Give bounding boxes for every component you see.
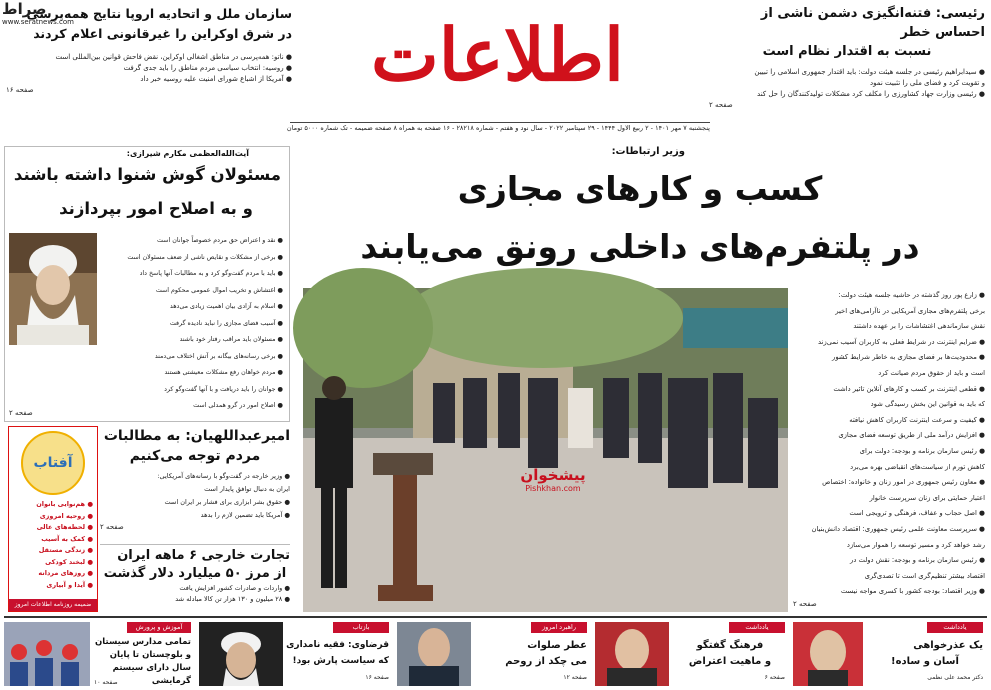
promo-item: ● روحیه امروزی xyxy=(39,511,93,520)
bottom-item-photo xyxy=(793,622,863,686)
left-bottom-headline-l1: تجارت خارجی ۶ ماهه ایران xyxy=(117,548,290,563)
promo-box xyxy=(8,426,98,612)
bottom-item xyxy=(397,620,591,688)
bullet: ● زارع پور روز گذشته در حاشیه جلسه هیئت دولت: xyxy=(838,291,985,299)
photo-watermark-text: پیشخوان xyxy=(520,466,586,484)
portrait-photo xyxy=(9,233,97,345)
top-left-headline-l2: در شرق اوکراین را غیرقانونی اعلام کردند xyxy=(33,26,292,41)
bottom-item-image xyxy=(397,622,471,686)
promo-banner: ضمیمه روزنامه اطلاعات امروز xyxy=(9,599,97,611)
date-line xyxy=(286,122,710,136)
bottom-item-author: دکتر محمد علی نظمی xyxy=(927,674,983,681)
top-left-bullets xyxy=(6,52,292,85)
left-top-bullets xyxy=(99,233,283,415)
bullet: ● مسئولان باید مراقب رفتار خود باشند xyxy=(179,336,283,343)
promo-item: ● آیدا و آبیاری xyxy=(46,580,93,589)
bullet: ● حقوق بشر ابزاری برای فشار بر ایران است xyxy=(164,498,290,506)
bullet: که باید به قوانین این بخش رسیدگی شود xyxy=(870,400,985,409)
bottom-item-title-l1: یک عذرخواهی xyxy=(913,640,983,651)
left-top-story xyxy=(4,146,290,422)
bullet: ● رئیس سازمان برنامه و بودجه: دولت برای xyxy=(859,446,985,455)
bullet: نقش سازماندهی اغتشاشات را بر عهده داشتند xyxy=(853,322,985,331)
main-bullets xyxy=(793,288,985,610)
main-story-head xyxy=(300,146,990,286)
bottom-item-photo xyxy=(4,622,90,686)
bottom-item-kicker: یادداشت xyxy=(927,622,983,633)
promo-logo-text: آفتاب xyxy=(33,455,73,471)
bottom-item-title-l2: می چکد از روحم xyxy=(505,656,587,667)
top-right-headline-l2: نسبت به اقتدار نظام است xyxy=(762,44,932,59)
bottom-item-kicker: راهبرد امروز xyxy=(531,622,587,633)
portrait-image xyxy=(9,233,97,345)
bottom-item-author: صفحه ۱۲ xyxy=(563,674,587,681)
main-kicker: وزیر ارتباطات: xyxy=(611,146,685,157)
watermark-logo: صراط xyxy=(2,0,47,18)
bottom-item-title-l2: و ماهیت اعتراض xyxy=(688,656,772,667)
bullet: ● رئیس سازمان برنامه و بودجه: نقش دولت در xyxy=(850,556,985,565)
bottom-item-title-l2: که سیاست پارش بود! xyxy=(292,656,389,666)
left-top-headline-l2: و به اصلاح امور بپردازند xyxy=(59,199,253,218)
bottom-item xyxy=(595,620,789,688)
bottom-item-image xyxy=(199,622,283,686)
promo-item: ● کمک به آسیب xyxy=(41,534,93,543)
bottom-item-title-l2: آسان و ساده! xyxy=(891,656,959,667)
bullet: ● افزایش درآمد ملی از طریق توسعه فضای مجازی xyxy=(838,431,985,440)
page-ref: صفحه ۱۶ xyxy=(6,86,34,94)
bullet: اقتصاد بیشتر تنظیم‌گری است تا تصدی‌گری xyxy=(864,571,985,580)
promo-items xyxy=(9,499,97,591)
bottom-item-kicker: بازتاب xyxy=(333,622,389,633)
main-photo xyxy=(303,288,788,612)
bottom-item-image xyxy=(4,622,90,686)
left-mid-bullets xyxy=(100,470,290,522)
bullet: ● آمریکا باید تضمین لازم را بدهد xyxy=(200,511,290,519)
bullet: ● اصلاح امور در گرو همدلی است xyxy=(193,402,283,409)
left-mid-story xyxy=(100,426,290,538)
promo-item: ● زندگی مستقل xyxy=(38,546,93,554)
bottom-item-image xyxy=(793,622,863,686)
bullet: ● محدودیت‌ها بر فضای مجازی به خاطر شرایط کشور xyxy=(832,353,985,362)
bullet: ● کیفیت و سرعت اینترنت کاربران کاهش نیافته xyxy=(849,415,985,424)
bullet: ● سیدابراهیم رئیسی در جلسه هیئت دولت: باید اقتدار جمهوری اسلامی را تبیین xyxy=(754,68,985,76)
promo-item: ● روزهای مردانه xyxy=(38,569,93,577)
page-ref: صفحه ۲ xyxy=(100,523,124,531)
bottom-item-title-l1: عطر صلوات xyxy=(527,640,587,651)
main-headline-l1: کسب و کارهای مجازی xyxy=(457,169,823,208)
left-mid-headline-l1: امیرعبداللهیان: به مطالبات xyxy=(103,428,290,444)
bullet: ● اصل حجاب و عفاف، فرهنگی و ترویجی است xyxy=(849,509,985,518)
bottom-item-title-l1: قرضاوی: فقیه نامداری xyxy=(286,640,389,650)
bullet: ● نقد و اعتراض حق مردم خصوصاً جوانان است xyxy=(157,237,283,244)
bullet: ● روسیه: انتخاب سیاسی مردم مناطق را باید جدی گرفت xyxy=(123,64,292,72)
bullet: اعتبار حمایتی برای زنان سرپرست خانوار xyxy=(869,493,985,502)
left-top-kicker: آیت‌الله‌العظمی مکارم شیرازی: xyxy=(126,149,249,158)
bullet: ● باید با مردم گفت‌وگو کرد و به مطالبات آنها پاسخ داد xyxy=(139,270,283,277)
bottom-item-photo xyxy=(199,622,283,686)
bullet: ایران به دنبال توافق پایدار است xyxy=(204,485,290,493)
bottom-item-photo xyxy=(397,622,471,686)
promo-logo xyxy=(21,431,85,495)
watermark xyxy=(2,0,72,40)
bullet: است و باید از حقوق مردم صیانت کرد xyxy=(878,368,985,377)
bullet: ● آسیب فضای مجازی را نباید نادیده گرفت xyxy=(169,319,283,327)
bullet: ● ضرایم اینترنت در شرایط فعلی به کاربران آسیب نمی‌زند xyxy=(817,337,985,346)
page-ref: صفحه ۲ xyxy=(793,600,817,608)
bullet: ● قطعی اینترنت بر کسب و کارهای آنلاین تاثیر داشت xyxy=(833,384,985,393)
bullet: ● معاون رئیس جمهوری در امور زنان و خانواده: اختصاص xyxy=(822,478,985,487)
newspaper-logo: اطلاعات xyxy=(371,12,624,97)
bullet: ● مردم خواهان رفع مشکلات معیشتی هستند xyxy=(164,369,283,376)
bullet: ● رئیسی وزارت جهاد کشاورزی را مکلف کرد مشکلات تولیدکنندگان را حل کند xyxy=(757,90,985,98)
photo-watermark xyxy=(503,466,603,493)
left-top-headline-l1: مسئولان گوش شنوا داشته باشند xyxy=(13,165,281,184)
bullet: ● وزیر اقتصاد: بودجه کشور با کسری مواجه نیست xyxy=(840,587,985,596)
bottom-item-title-l2: و بلوچستان تا پایان سال دارای سیستم گرمایشی xyxy=(109,650,191,686)
bottom-item-title-l1: تمامی مدارس سیستان xyxy=(95,637,191,647)
watermark-url: www.seratnews.com xyxy=(2,18,74,26)
page-ref: صفحه ۲ xyxy=(9,409,33,417)
masthead xyxy=(0,0,991,140)
bottom-item-photo xyxy=(595,622,669,686)
bullet: ● آمریکا از اشباع شورای امنیت علیه روسیه خبر داد xyxy=(140,75,292,83)
bottom-item-kicker: یادداشت xyxy=(729,622,785,633)
main-headline-l2: در پلتفرم‌های داخلی رونق می‌یابند xyxy=(360,227,920,266)
page-ref: صفحه ۲ xyxy=(709,101,733,109)
left-bottom-bullets xyxy=(100,583,290,605)
photo-watermark-url: Pishkhan.com xyxy=(525,484,581,493)
bottom-item xyxy=(199,620,393,688)
promo-item: ● هم‌نوایی بانوان xyxy=(36,500,93,508)
bullet: برخی پلتفرم‌های مجازی آمریکایی در ناآرامی‌های اخیر xyxy=(835,306,985,315)
main-photo-image xyxy=(303,288,788,612)
left-bottom-headline-l2: از مرز ۵۰ میلیارد دلار گذشت xyxy=(103,566,287,581)
bullet: ● برخی رسانه‌های بیگانه بر آتش اختلاف می‌دمند xyxy=(154,352,283,360)
bottom-item-author: صفحه ۶ xyxy=(764,674,785,681)
bottom-item-author: صفحه ۱۶ xyxy=(365,674,389,681)
bottom-item xyxy=(4,620,195,688)
bottom-strip xyxy=(4,616,987,688)
date-line-text: پنجشنبه ۷ مهر ۱۴۰۱ - ۲ ربیع الاول ۱۴۴۴ - ۲۹ سپتامبر ۲۰۲۲ - سال نود و هفتم - شماره ۲۸۲۱۸ - ۱۶ صفحه به همراه ۸ صفحه ضمیمه - تک شماره ۵۰۰۰ تومان xyxy=(286,124,710,132)
bullet: ● جوانان را باید دریافت و با آنها گفت‌وگو کرد xyxy=(164,385,283,393)
bullet: کاهش تورم از سیاست‌های انقباضی بهره می‌برد xyxy=(850,462,985,471)
bullet: رشد خواهد کرد و مسیر توسعه را هموار می‌سازد xyxy=(846,540,985,549)
bullet: ● اسلام به آزادی بیان اهمیت زیادی می‌دهد xyxy=(169,303,283,310)
promo-item: ● لحظه‌های عالی xyxy=(36,523,93,531)
top-right-story xyxy=(709,4,985,111)
promo-item: ● لبخند کودکی xyxy=(45,557,93,566)
top-right-headline-l1: رئیسی: فتنه‌انگیزی دشمن ناشی از احساس خطر xyxy=(760,6,985,40)
bottom-item-image xyxy=(595,622,669,686)
bullet: ● ناتو: همه‌پرسی در مناطق اشغالی اوکراین، نقض فاحش قوانین بین‌المللی است xyxy=(55,53,292,61)
bottom-item-title-l1: فرهنگ گفتگو xyxy=(696,640,764,651)
left-mid-headline-l2: مردم توجه می‌کنیم xyxy=(129,448,261,464)
top-right-bullets xyxy=(709,67,985,100)
bottom-item-author: صفحه ۱۰ xyxy=(94,679,118,686)
top-left-headline-l1: سازمان ملل و اتحادیه اروپا نتایج همه‌پرسی xyxy=(26,6,292,21)
bullet: ● برخی از مشکلات و نقایص ناشی از ضعف مسئولان است xyxy=(127,253,283,261)
left-bottom-story xyxy=(100,544,290,612)
bottom-item xyxy=(793,620,987,688)
bullet: ● سرپرست معاونت علمی رئیس جمهوری: اقتصاد دانش‌بنیان xyxy=(811,524,985,533)
bottom-item-kicker: آموزش و پرورش xyxy=(127,622,191,633)
bullet: ● وزیر خارجه در گفت‌وگو با رسانه‌های آمریکایی: xyxy=(157,472,290,480)
bullet: ● واردات و صادرات کشور افزایش یافت xyxy=(179,584,290,592)
bullet: ● اغتشاش و تخریب اموال عمومی محکوم است xyxy=(155,286,283,294)
bullet: و تقویت کرد و فضای ملی را تثبیت نمود xyxy=(870,79,985,87)
bullet: ● ۲۸ میلیون و ۱۳۰ هزار تن کالا مبادله شد xyxy=(175,595,290,603)
